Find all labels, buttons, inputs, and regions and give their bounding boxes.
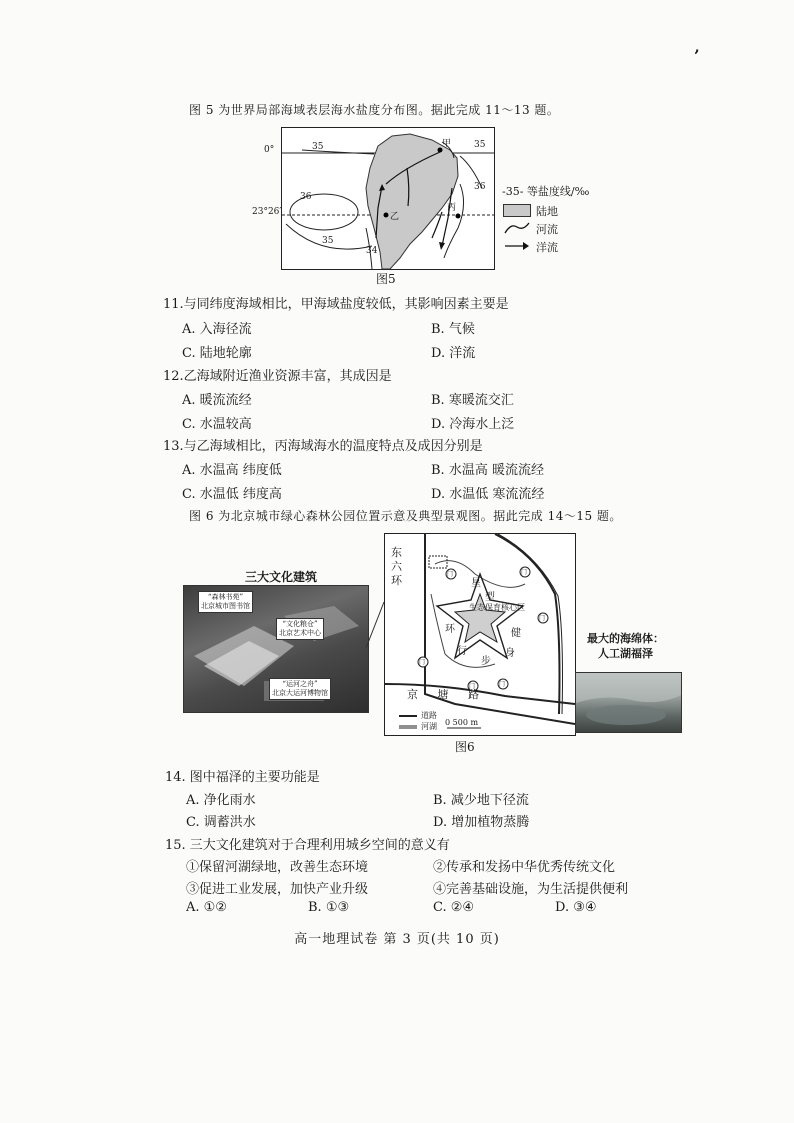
ring-char-4: 身 xyxy=(505,648,515,659)
lat-tropic-label: 23°26′ xyxy=(252,207,282,217)
fig6-park-map xyxy=(384,533,576,736)
legend-river-icon xyxy=(503,221,531,235)
fig6-right-sub: 人工湖福泽 xyxy=(598,647,653,660)
q11-opt-d[interactable]: D. 洋流 xyxy=(431,346,476,361)
fig6-intro: 图 6 为北京城市绿心森林公园位置示意及典型景观图。据此完成 14～15 题。 xyxy=(189,509,622,523)
label-east-sixth-ring: 东六环 xyxy=(391,546,402,587)
legend-isohaline: -35- 等盐度线/‰ xyxy=(502,185,590,198)
lat-0-label: 0° xyxy=(264,145,275,155)
q12-opt-c[interactable]: C. 水温较高 xyxy=(182,417,252,432)
q14-opt-b[interactable]: B. 减少地下径流 xyxy=(433,793,529,808)
label-34: 34 xyxy=(366,246,378,256)
q14-opt-c[interactable]: C. 调蓄洪水 xyxy=(186,815,256,830)
legend-land: 陆地 xyxy=(536,205,558,218)
point-yi xyxy=(384,213,389,218)
q15-item-4: ④完善基础设施，为生活提供便利 xyxy=(433,882,629,897)
gate-3: 门 xyxy=(539,615,546,622)
legend-river-lake: 河湖 xyxy=(421,722,437,731)
q13-opt-a[interactable]: A. 水温高 纬度低 xyxy=(182,463,282,478)
q15-opt-a[interactable]: A. ①② xyxy=(186,900,227,915)
fig5-caption: 图5 xyxy=(376,272,396,286)
label-core-zone: 生态保育核心区 xyxy=(469,603,525,612)
ring-char-1: 星 xyxy=(471,578,481,589)
fig6-caption: 图6 xyxy=(455,740,475,754)
label-35-bottom: 35 xyxy=(322,236,334,246)
q15-item-3: ③促进工业发展，加快产业升级 xyxy=(186,882,369,897)
bldg-canal-museum: “运河之舟” 北京大运河博物馆 xyxy=(269,678,331,700)
label-jingtang-road: 京 塘 路 xyxy=(407,688,487,701)
bldg-art-center: “文化粮仓” 北京艺术中心 xyxy=(276,618,324,640)
q12-opt-a[interactable]: A. 暖流流经 xyxy=(182,393,252,408)
q12-opt-d[interactable]: D. 冷海水上泛 xyxy=(431,417,515,432)
ring-char-2: 型 xyxy=(485,592,495,603)
label-35-top: 35 xyxy=(312,142,324,152)
fig5-salinity-map xyxy=(281,127,495,270)
q15-item-1: ①保留河湖绿地，改善生态环境 xyxy=(186,860,369,875)
q15-opt-b[interactable]: B. ①③ xyxy=(308,900,350,915)
legend-river: 河流 xyxy=(536,223,558,236)
label-35-right: 35 xyxy=(474,140,486,150)
q13-opt-b[interactable]: B. 水温高 暖流流经 xyxy=(431,463,544,478)
q15-item-2: ②传承和发扬中华优秀传统文化 xyxy=(433,860,616,875)
q13-opt-c[interactable]: C. 水温低 纬度高 xyxy=(182,487,282,502)
q14-opt-d[interactable]: D. 增加植物蒸腾 xyxy=(433,815,530,830)
current-arrow-2 xyxy=(439,242,445,250)
q11-opt-a[interactable]: A. 入海径流 xyxy=(182,322,252,337)
gate-4: 门 xyxy=(419,659,426,666)
ring-char-7: 环 xyxy=(445,624,455,635)
q11-stem: 11.与同纬度海域相比，甲海域盐度较低，其影响因素主要是 xyxy=(163,297,509,312)
gate-5: 门 xyxy=(469,683,476,690)
park-map-svg xyxy=(385,534,575,735)
gate-6: 门 xyxy=(499,681,506,688)
legend-land-swatch xyxy=(503,204,531,217)
fig5-intro: 图 5 为世界局部海域表层海水盐度分布图。据此完成 11～13 题。 xyxy=(189,103,560,117)
legend-road: 道路 xyxy=(421,711,437,720)
lake-illustration xyxy=(576,673,681,732)
ring-char-3: 健 xyxy=(511,628,521,639)
ring-char-5: 行 xyxy=(457,646,467,657)
gate-1: 门 xyxy=(447,571,454,578)
ring-char-6: 步 xyxy=(481,656,491,667)
photo-connector xyxy=(574,690,578,694)
artificial-lake-photo xyxy=(575,672,682,733)
label-36-left: 36 xyxy=(300,192,312,202)
page-footer: 高一地理试卷 第 3 页(共 10 页) xyxy=(294,932,500,947)
q15-stem: 15. 三大文化建筑对于合理利用城乡空间的意义有 xyxy=(165,838,450,853)
q15-opt-c[interactable]: C. ②④ xyxy=(433,900,475,915)
bldg-forest-library: “森林书苑” 北京城市图书馆 xyxy=(198,591,253,613)
label-yi: 乙 xyxy=(390,212,400,222)
q15-opt-d[interactable]: D. ③④ xyxy=(555,900,597,915)
q11-opt-c[interactable]: C. 陆地轮廓 xyxy=(182,346,252,361)
fig6-left-title: 三大文化建筑 xyxy=(245,570,318,584)
q13-stem: 13.与乙海域相比，丙海域海水的温度特点及成因分别是 xyxy=(163,439,483,454)
q14-stem: 14. 图中福泽的主要功能是 xyxy=(165,770,320,785)
point-bing xyxy=(456,214,461,219)
scale-bar: 0 500 m xyxy=(445,718,479,727)
label-36-right: 36 xyxy=(474,182,486,192)
q11-opt-b[interactable]: B. 气候 xyxy=(431,322,475,337)
q14-opt-a[interactable]: A. 净化雨水 xyxy=(186,793,256,808)
label-jia: 甲 xyxy=(442,139,452,149)
gate-2: 门 xyxy=(521,569,528,576)
legend-current-icon xyxy=(503,241,531,251)
q12-stem: 12.乙海域附近渔业资源丰富，其成因是 xyxy=(163,369,392,384)
label-bing: 丙 xyxy=(447,203,457,213)
q13-opt-d[interactable]: D. 水温低 寒流流经 xyxy=(431,487,545,502)
river-canal-bank xyxy=(498,534,563,714)
fig6-right-title: 最大的海绵体： xyxy=(587,632,664,645)
connector-line xyxy=(366,600,386,650)
south-america-land xyxy=(366,134,458,269)
q12-opt-b[interactable]: B. 寒暖流交汇 xyxy=(431,393,514,408)
corner-mark: ’ xyxy=(694,46,700,65)
legend-current: 洋流 xyxy=(536,241,558,254)
